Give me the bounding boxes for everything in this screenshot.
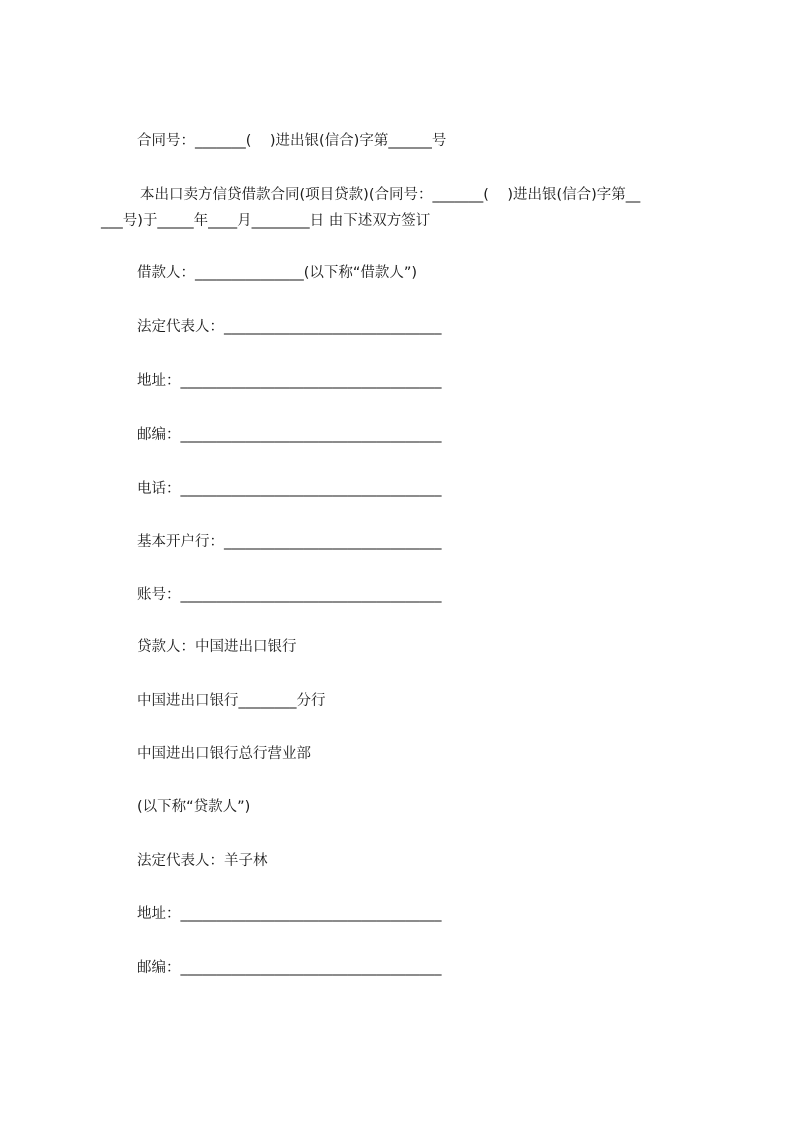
borrower-account-line: 账号：____________________________________ (137, 587, 442, 603)
lender-head-office-line: 中国进出口银行总行营业部 (137, 746, 311, 762)
lender-address-line: 地址：____________________________________ (137, 906, 442, 922)
lender-legal-rep-line: 法定代表人：羊子林 (137, 853, 268, 869)
contract-intro-line-1: 本出口卖方信贷借款合同(项目贷款)(合同号：_______( )进出银(信合)字第__ (140, 187, 641, 203)
borrower-address-line: 地址：____________________________________ (137, 373, 442, 389)
borrower-bank-line: 基本开户行：______________________________ (137, 534, 442, 550)
contract-number-line: 合同号：_______( )进出银(信合)字第______号 (137, 133, 447, 149)
lender-branch-line: 中国进出口银行________分行 (137, 693, 326, 709)
contract-intro-line-2: ___号)于_____年____月________日 由下述双方签订 (101, 213, 431, 229)
lender-line: 贷款人：中国进出口银行 (137, 639, 297, 655)
borrower-line: 借款人：_______________(以下称“借款人”) (137, 265, 418, 281)
contract-intro-paragraph (101, 182, 711, 234)
borrower-postcode-line: 邮编：____________________________________ (137, 427, 442, 443)
lender-alias-line: (以下称“贷款人”) (137, 799, 251, 815)
lender-postcode-line: 邮编：____________________________________ (137, 960, 442, 976)
borrower-phone-line: 电话：____________________________________ (137, 481, 442, 497)
borrower-legal-rep-line: 法定代表人：______________________________ (137, 319, 442, 335)
